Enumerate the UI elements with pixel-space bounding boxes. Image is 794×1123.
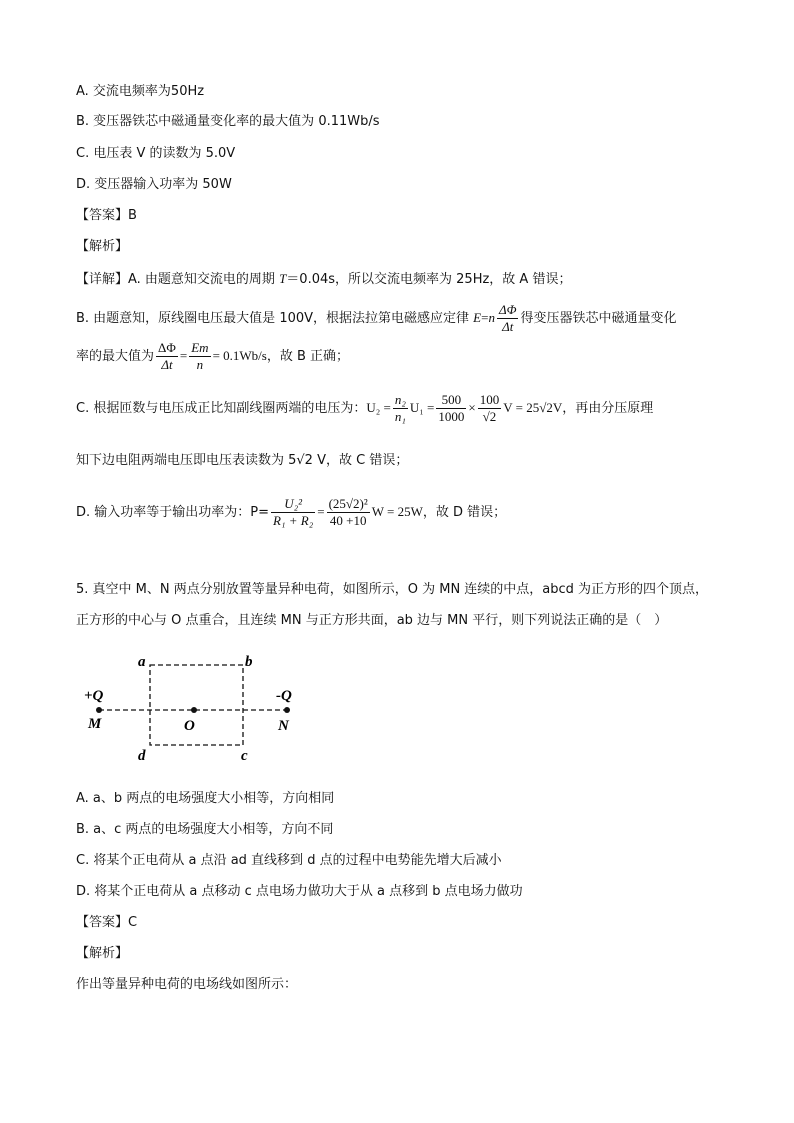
q4-detail-c2: 知下边电阻两端电压即电压表读数为 5√2 V，故 C 错误；	[76, 453, 409, 468]
q4-option-a: A. 交流电频率为50Hz	[76, 84, 205, 99]
point-O	[191, 707, 197, 713]
detail-a-prefix: 【详解】A. 由题意知交流电的周期	[76, 272, 280, 287]
detail-c-result: V = 25√2V	[503, 400, 563, 415]
point-M	[96, 707, 102, 713]
detail-b-prefix: B. 由题意知，原线圈电压最大值是 100V，根据法拉第电磁感应定律	[76, 311, 474, 326]
frac-den: n₁	[394, 409, 406, 424]
q5-stem-line2: 正方形的中心与 O 点重合，且连续 MN 与正方形共面，ab 边与 MN 平行，则下列说法正确的是（ ）	[76, 613, 668, 628]
detail-b-n: n	[488, 310, 495, 325]
detail-b-eq: =	[481, 310, 489, 325]
frac-den: Δt	[502, 319, 514, 334]
frac-den: R₁ + R₂	[273, 513, 314, 528]
detail-b2-fraction1	[156, 340, 178, 373]
label-O: O	[184, 718, 195, 734]
frac-num: n₂	[394, 392, 406, 407]
frac-num: Em	[191, 340, 209, 355]
detail-b2-fraction2	[189, 340, 210, 373]
label-c: c	[241, 748, 248, 764]
label-plus-q: +Q	[84, 688, 104, 704]
point-N	[284, 707, 290, 713]
detail-d-fraction1	[271, 496, 315, 529]
q5-option-a: A. a、b 两点的电场强度大小相等，方向相同	[76, 791, 335, 806]
frac-den: n	[196, 357, 204, 372]
label-M: M	[88, 716, 102, 732]
detail-c-fraction2	[478, 392, 502, 425]
detail-c-U1: U₁ =	[409, 400, 435, 415]
q5-option-c: C. 将某个正电荷从 a 点沿 ad 直线移到 d 点的过程中电势能先增大后减小	[76, 853, 502, 868]
detail-d-suffix: ，故 D 错误；	[422, 505, 507, 520]
frac-num: U₂²	[271, 496, 315, 513]
label-N: N	[278, 718, 289, 734]
frac-num: ΔΦ	[498, 302, 517, 317]
q4-detail-d	[76, 492, 506, 532]
frac-den: √2	[482, 409, 497, 424]
detail-b2-eq: =	[179, 348, 188, 363]
detail-b-suffix: 得变压器铁芯中磁通量变化	[520, 311, 677, 326]
detail-c-times: ×	[468, 400, 476, 415]
detail-b2-val: = 0.1Wb/s	[212, 348, 267, 363]
q4-detail-a	[76, 269, 571, 290]
detail-c-suffix: ，再由分压原理	[562, 401, 654, 416]
q4-option-d: D. 变压器输入功率为 50W	[76, 177, 232, 192]
detail-c-U2: U₂ =	[366, 400, 391, 415]
detail-a-mid: ＝0.04s，所以交流电频率为 25Hz，故 A 错误；	[286, 272, 572, 287]
frac-den: Δt	[161, 357, 173, 372]
detail-b2-prefix: 率的最大值为	[76, 349, 155, 364]
q5-answer: 【答案】C	[76, 915, 138, 930]
q4-detail-c	[76, 388, 653, 428]
detail-d-fraction2	[327, 496, 370, 529]
q4-analysis-label: 【解析】	[76, 239, 129, 254]
label-minus-q: -Q	[276, 688, 292, 704]
label-a: a	[138, 654, 146, 670]
frac-num: 100	[479, 392, 500, 407]
detail-d-prefix: D. 输入功率等于输出功率为：P=	[76, 505, 270, 520]
frac-den: 1000	[438, 409, 465, 424]
q4-option-c: C. 电压表 V 的读数为 5.0V	[76, 146, 236, 161]
square-abcd	[150, 665, 243, 745]
detail-c-ratio	[393, 392, 408, 425]
detail-d-eq: =	[317, 504, 325, 519]
frac-num: (25√2)²	[328, 496, 368, 511]
detail-c-fraction1	[436, 392, 466, 425]
q4-answer: 【答案】B	[76, 208, 137, 223]
detail-c-prefix: C. 根据匝数与电压成正比知副线圈两端的电压为：	[76, 401, 367, 416]
frac-num: 500	[436, 392, 466, 409]
detail-b-E: E	[473, 310, 482, 325]
frac-den: 40 +10	[329, 513, 367, 528]
detail-b-fraction	[497, 302, 519, 335]
q5-analysis-text: 作出等量异种电荷的电场线如图所示：	[76, 977, 298, 992]
detail-b2-suffix: ，故 B 正确；	[266, 349, 350, 364]
q4-detail-b2	[76, 336, 349, 376]
label-b: b	[245, 654, 253, 670]
label-d: d	[138, 748, 146, 764]
detail-a-T: T	[279, 271, 287, 286]
q5-analysis-label: 【解析】	[76, 946, 129, 961]
q4-option-b: B. 变压器铁芯中磁通量变化率的最大值为 0.11Wb/s	[76, 114, 380, 129]
q4-detail-b	[76, 298, 677, 338]
q5-option-d: D. 将某个正电荷从 a 点移动 c 点电场力做功大于从 a 点移到 b 点电场力做功	[76, 884, 523, 899]
q5-stem-line1: 5. 真空中 M、N 两点分别放置等量异种电荷，如图所示，O 为 MN 连续的中点，abcd 为正方形的四个顶点，	[76, 582, 709, 597]
frac-num: ΔΦ	[158, 340, 176, 355]
detail-d-result: W = 25W	[371, 504, 423, 519]
q5-option-b: B. a、c 两点的电场强度大小相等，方向不同	[76, 822, 334, 837]
charge-square-figure	[80, 648, 320, 774]
